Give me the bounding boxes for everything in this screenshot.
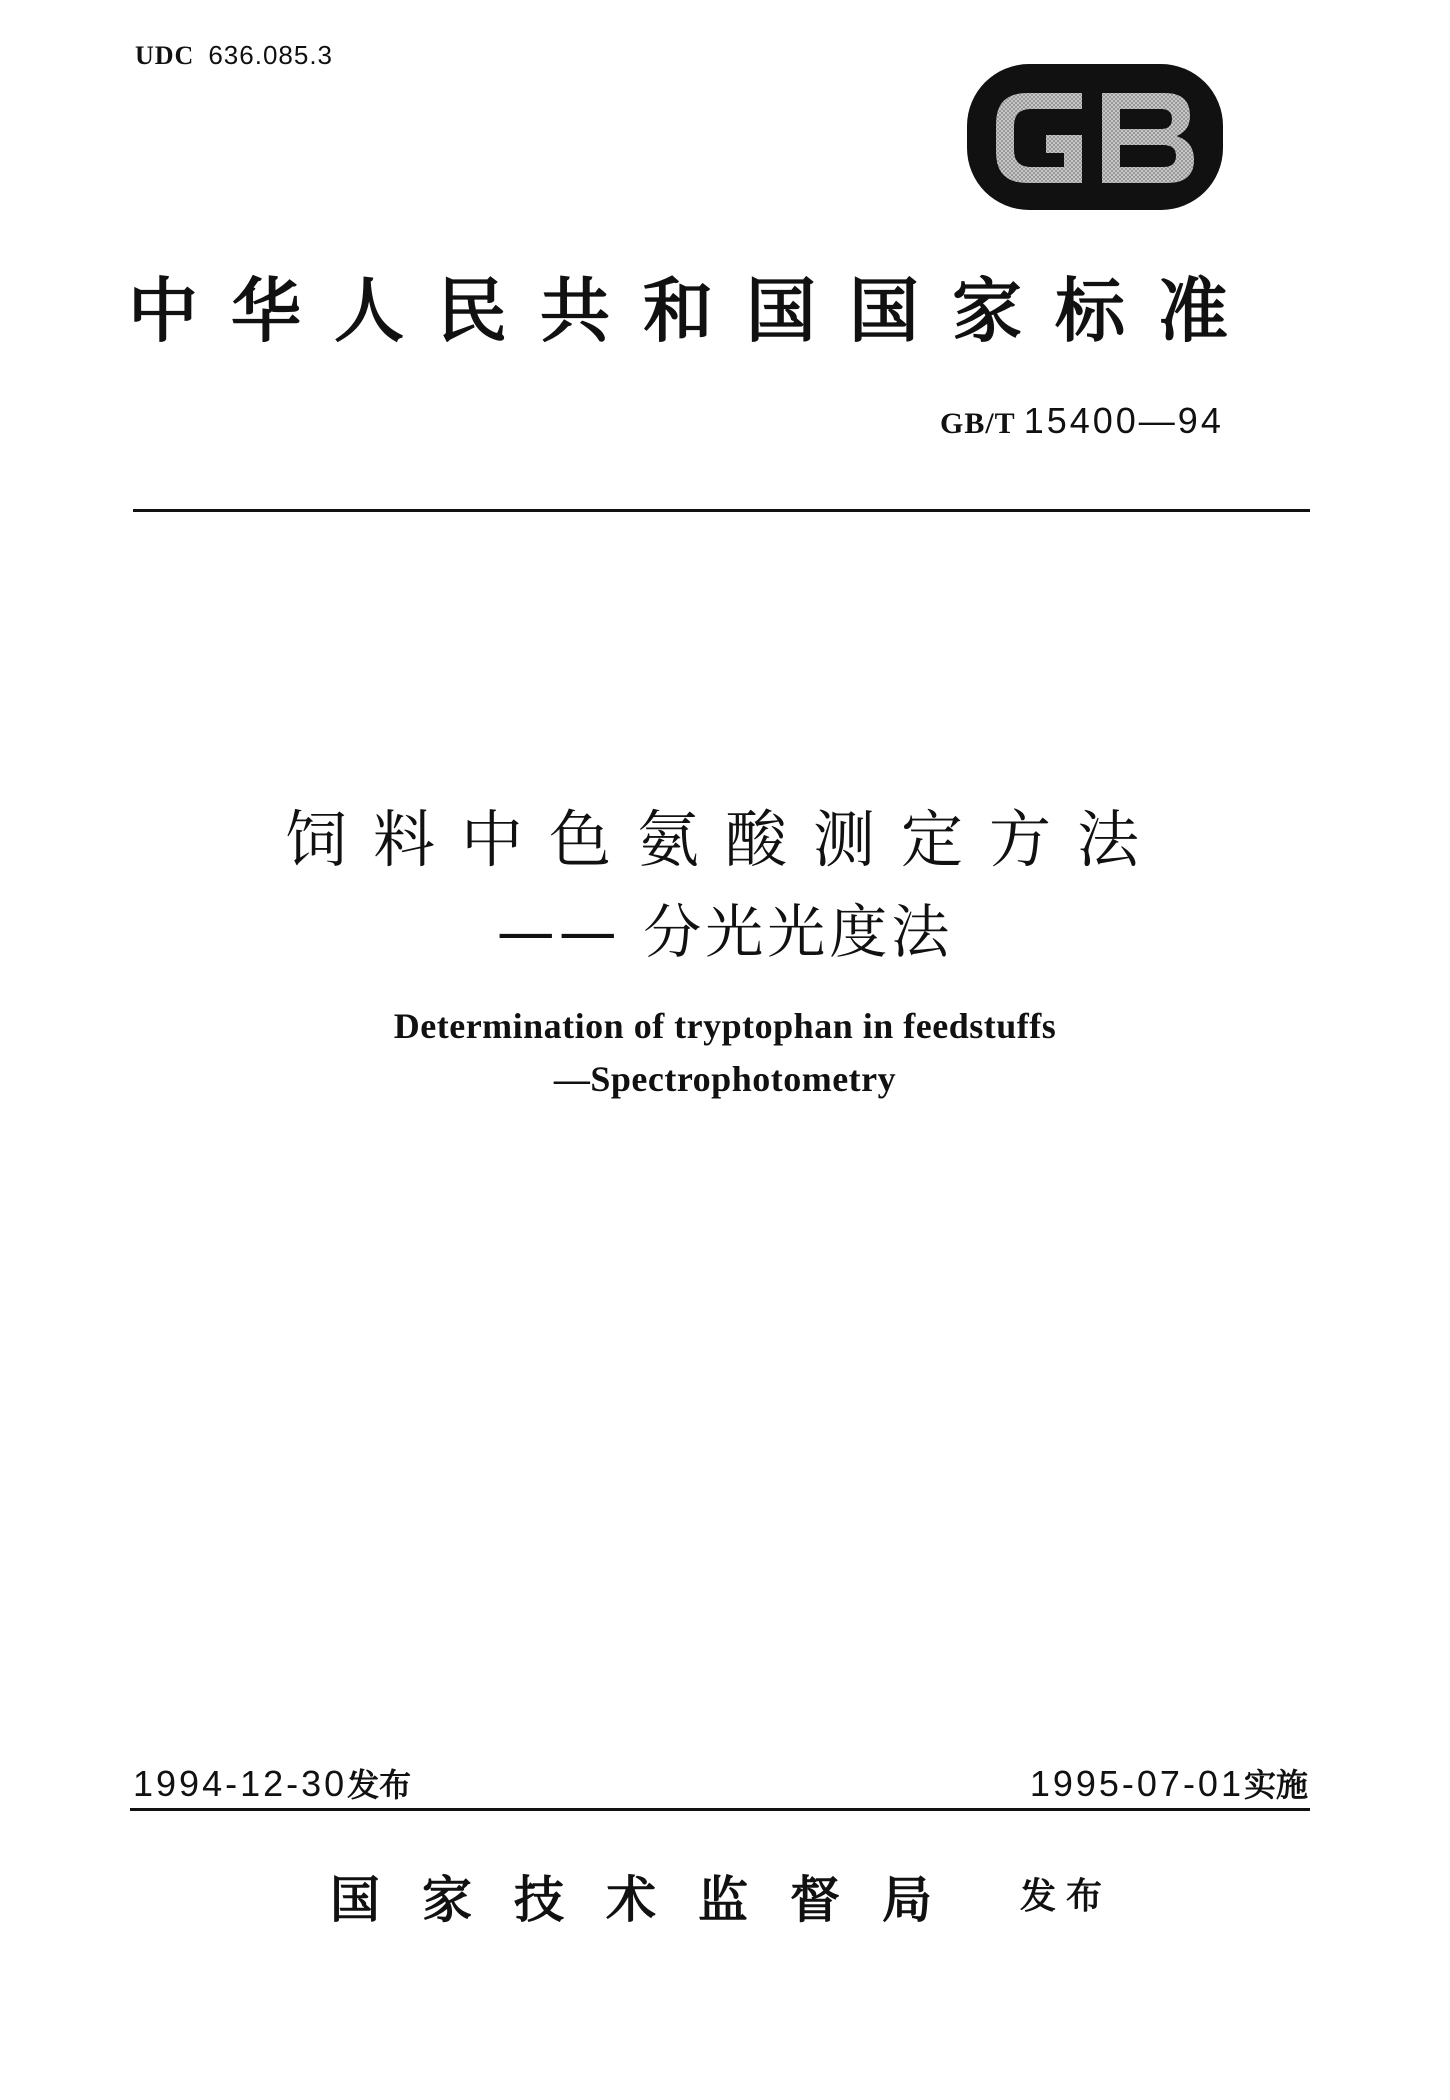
issue-date <box>133 1760 411 1806</box>
gb-logo-icon <box>965 62 1225 212</box>
udc-code <box>135 40 333 71</box>
national-standard-title: 中华人民共和国国家标准 <box>128 270 1261 352</box>
header-divider <box>133 509 1310 512</box>
publisher-name: 国家技术监督局 <box>330 1871 974 1929</box>
standard-number-value: 15400—94 <box>1023 400 1224 441</box>
issue-date-value: 1994-12-30 <box>133 1763 348 1804</box>
english-subtitle: —Spectrophotometry <box>553 1059 897 1099</box>
standard-number <box>940 400 1224 442</box>
implementation-date-value: 1995-07-01 <box>1029 1763 1244 1804</box>
issue-date-suffix: 发布 <box>347 1766 412 1804</box>
gb-logo <box>965 62 1225 212</box>
standard-number-prefix: GB/T <box>940 407 1016 440</box>
implementation-date <box>1030 1760 1308 1806</box>
chinese-title: 饲料中色氨酸测定方法 <box>284 803 1165 876</box>
english-title: Determination of tryptophan in feedstuffs <box>393 1006 1057 1046</box>
publish-label: 发布 <box>1020 1876 1113 1917</box>
udc-label: UDC <box>135 41 195 70</box>
implementation-date-suffix: 实施 <box>1243 1766 1308 1804</box>
udc-number: 636.085.3 <box>208 40 334 70</box>
chinese-subtitle: —— 分光光度法 <box>496 898 954 966</box>
footer-divider <box>130 1808 1310 1811</box>
